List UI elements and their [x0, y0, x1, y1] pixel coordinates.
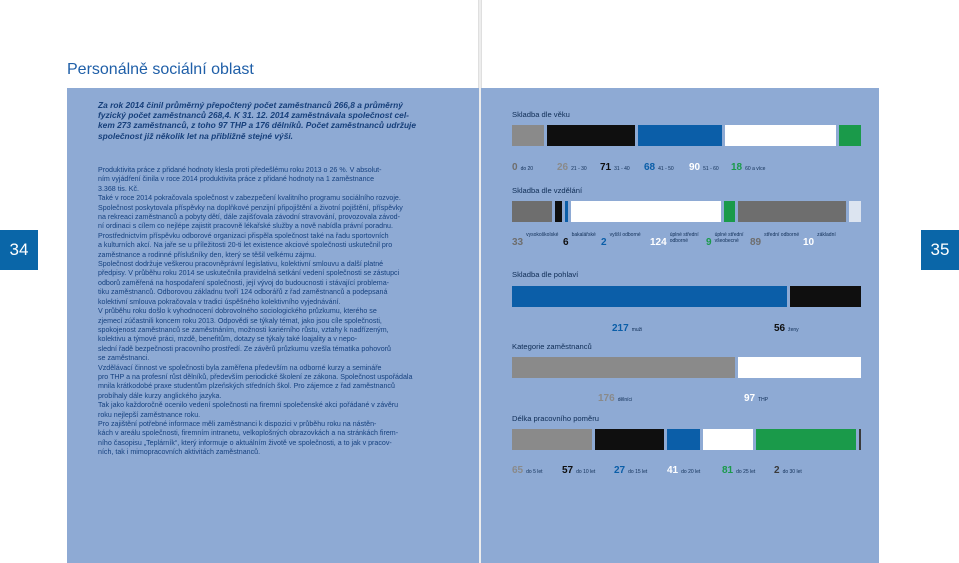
value-pohlavi-0: 217 — [612, 323, 629, 334]
body-line: kolektivní smlouva pokračovala v tradici úspěšného kolektivního vyjednávání. — [98, 297, 341, 306]
page-number-left: 34 — [0, 230, 38, 270]
body-line: předpisy. V průběhu roku 2014 se uskutečnila pravidelná setkání vedení společnosti se zástupci — [98, 269, 400, 278]
caption-vzdelani-6: základní — [817, 232, 836, 238]
value-delka-4: 81 — [722, 465, 734, 476]
value-delka-2: 27 — [614, 465, 626, 476]
body-line: ní ordinaci s cílem co nejlépe zajistit pracovně lékařské služby a nově nabídla právní poradnu. — [98, 222, 393, 231]
label-vek-3 — [644, 157, 674, 175]
value-pohlavi-1: 56 — [774, 323, 786, 334]
caption-vek-2: 31 - 40 — [614, 166, 630, 172]
label-vek-0 — [512, 157, 533, 175]
label-delka-2 — [614, 460, 647, 478]
intro-line: Za rok 2014 činil průměrný přepočtený počet zaměstnanců 266,8 a průměrný — [98, 100, 403, 110]
label-delka-3 — [667, 460, 700, 478]
value-vek-3: 68 — [644, 162, 656, 173]
body-line: tiku zaměstnanců. Odborovou základnu tvoří 124 odborářů z řad zaměstnanců a podepsaná — [98, 288, 388, 297]
value-delka-5: 2 — [774, 465, 780, 476]
value-vzdelani-3: 124 — [650, 237, 667, 248]
body-line: odborů zaměřená na hospodaření společnosti, její vývoj do budoucnosti i stávající problema- — [98, 278, 390, 287]
caption-delka-5: do 30 let — [782, 469, 802, 475]
body-text — [98, 166, 438, 458]
caption-vek-5: 60 a více — [745, 166, 766, 172]
body-line: Společnost dodržuje veškerou pracovněprávní legislativu, kolektivní smlouvu a další platné — [98, 260, 384, 269]
value-vek-4: 90 — [689, 162, 701, 173]
bar-delka-4 — [756, 429, 855, 450]
label-vek-4 — [689, 157, 719, 175]
body-line: mnila krátkodobé praxe studentům plzeňských středních škol. Pro zájemce z řad zaměstnanců — [98, 382, 395, 391]
chart-title-delka: Délka pracovního poměru — [512, 414, 599, 423]
label-vzdelani-2 — [601, 232, 650, 250]
bar-kategorie-1 — [738, 357, 861, 378]
body-line: pro THP a na profesní růst dělníků, především periodické školení ze zákona. Společnost uspořádala — [98, 372, 413, 381]
intro-line: fyzický počet zaměstnanců 268,4. K 31. 12. 2014 zaměstnávala společnost cel- — [98, 110, 409, 121]
chart-title-kategorie: Kategorie zaměstnanců — [512, 342, 592, 351]
label-delka-4 — [722, 460, 755, 478]
value-vek-5: 18 — [731, 162, 743, 173]
intro-paragraph — [98, 100, 438, 141]
body-line: probíhaly dále kurzy anglického jazyka. — [98, 391, 222, 400]
body-line: se zaměstnanci. — [98, 354, 150, 363]
bar-vek-4 — [725, 125, 836, 146]
value-kategorie-1: 97 — [744, 393, 756, 404]
caption-delka-2: do 15 let — [628, 469, 648, 475]
caption-vzdelani-2: vyšší odborné — [609, 232, 641, 238]
body-line: Pro zajištění potřebné informace měli zaměstnanci k dispozici v průběhu roku na nástěn- — [98, 419, 377, 428]
bar-delka-5 — [859, 429, 861, 450]
label-delka-5 — [774, 460, 802, 478]
bar-delka-0 — [512, 429, 592, 450]
label-vek-1 — [557, 157, 587, 175]
label-kategorie-1 — [744, 388, 768, 406]
body-line: Vzdělávací činnost ve společnosti byla zaměřena především na odborné kurzy a semináře — [98, 363, 382, 372]
bar-kategorie-0 — [512, 357, 735, 378]
label-vzdelani-6 — [803, 232, 857, 250]
caption-vzdelani-1: bakalářské — [571, 232, 596, 238]
label-vzdelani-5 — [750, 232, 804, 250]
bar-vzdelani-1 — [555, 201, 562, 222]
chart-title-pohlavi: Skladba dle pohlaví — [512, 270, 579, 279]
caption-vek-0: do 20 — [520, 166, 534, 172]
bar-pohlavi-1 — [790, 286, 861, 307]
label-vek-2 — [600, 157, 630, 175]
caption-kategorie-0: dělníci — [617, 397, 633, 403]
caption-delka-3: do 20 let — [681, 469, 701, 475]
body-line: Produktivita práce z přidané hodnoty klesla proti předešlému roku 2013 o 26 %. V absolut- — [98, 166, 382, 174]
value-delka-0: 65 — [512, 465, 524, 476]
bar-vzdelani-6 — [849, 201, 861, 222]
value-delka-3: 41 — [667, 465, 679, 476]
value-vek-2: 71 — [600, 162, 612, 173]
value-delka-1: 57 — [562, 465, 574, 476]
chart-title-vzdelani: Skladba dle vzdělání — [512, 186, 583, 195]
label-vek-5 — [731, 157, 765, 175]
bar-vek-3 — [638, 125, 722, 146]
caption-vzdelani-4: úplné střední všeobecné — [714, 232, 744, 244]
bar-vzdelani-2 — [565, 201, 567, 222]
bar-delka-1 — [595, 429, 665, 450]
caption-vzdelani-5: střední odborné — [764, 232, 800, 238]
value-vzdelani-0: 33 — [512, 237, 524, 248]
caption-vzdelani-0: vysokoškolské — [526, 232, 559, 238]
label-pohlavi-1 — [774, 318, 799, 336]
page-number-right: 35 — [921, 230, 959, 270]
body-line: kách v areálu společnosti, firemním intranetu, velkoplošných obrazovkách a na stránkách firem- — [98, 429, 399, 438]
bar-vek-1 — [512, 125, 544, 146]
caption-vzdelani-3: úplné střední odborné — [669, 232, 699, 244]
label-vzdelani-3 — [650, 232, 710, 250]
body-line: ního časopisu „Teplárník“, který informuje o aktuálním životě ve společnosti, a to jak v pracov- — [98, 438, 392, 447]
bar-vek-5 — [839, 125, 861, 146]
bar-pohlavi-0 — [512, 286, 787, 307]
value-vzdelani-5: 89 — [750, 237, 762, 248]
value-vzdelani-2: 2 — [601, 237, 607, 248]
bar-delka-2 — [667, 429, 700, 450]
bar-vzdelani-4 — [724, 201, 735, 222]
body-line: ním vyjádření činila v roce 2014 produktivita práce z přidané hodnoty na 1 zaměstnance — [98, 175, 375, 184]
caption-vek-4: 51 - 60 — [703, 166, 719, 172]
body-line: ních, tak i mimopracovních aktivitách zaměstnanců. — [98, 448, 261, 457]
label-vzdelani-0 — [512, 232, 566, 250]
body-line: a kulturních akcí. Na jaře se u příležitosti 20-ti let existence akciové společnosti uskutečnil pro — [98, 241, 393, 250]
body-line: Tak jako každoročně ocenilo vedení společnosti na firemní společenské akci pořádané v závěru — [98, 401, 399, 410]
label-delka-0 — [512, 460, 543, 478]
body-line: na rekreaci zaměstnanců a pobyty dětí, dále zajišťovala závodní stravování, provozovala závod- — [98, 213, 400, 222]
caption-pohlavi-0: muži — [631, 327, 643, 333]
bar-vzdelani-5 — [738, 201, 846, 222]
label-pohlavi-0 — [612, 318, 642, 336]
right-blue-panel — [481, 88, 879, 563]
value-vzdelani-4: 9 — [706, 237, 712, 248]
body-line: kolektivu a týmové práci, mzdě, benefitům, dotazy se týkaly také loajality a v nepo- — [98, 335, 358, 344]
label-kategorie-0 — [598, 388, 632, 406]
value-vek-0: 0 — [512, 162, 518, 173]
label-vzdelani-4 — [706, 232, 755, 250]
caption-vek-3: 41 - 50 — [658, 166, 674, 172]
caption-delka-4: do 25 let — [736, 469, 756, 475]
body-line: 3.368 tis. Kč. — [98, 184, 140, 193]
value-vzdelani-6: 10 — [803, 237, 815, 248]
body-line: spokojenost zaměstnanců se zaměstnáním, možnosti kariérního růstu, vztahy k nadřízeným, — [98, 325, 389, 334]
caption-pohlavi-1: ženy — [788, 327, 799, 333]
bar-delka-3 — [703, 429, 753, 450]
bar-vzdelani-0 — [512, 201, 552, 222]
value-vzdelani-1: 6 — [563, 237, 569, 248]
bar-vek-2 — [547, 125, 635, 146]
body-line: roku nejlepší zaměstnance roku. — [98, 410, 201, 419]
caption-vek-1: 21 - 30 — [571, 166, 587, 172]
bar-vzdelani-3 — [571, 201, 721, 222]
caption-delka-1: do 10 let — [576, 469, 596, 475]
body-line: slední řadě bezpečnosti pracovního prostředí. Ze závěrů průzkumu vzešla tématika pohovorů — [98, 344, 391, 353]
caption-delka-0: do 5 let — [526, 469, 543, 475]
body-line: Společnost poskytovala příspěvky na doplňkové penzijní připojištění a životní pojištění, příspěvky — [98, 203, 403, 212]
caption-kategorie-1: THP — [758, 397, 769, 403]
value-vek-1: 26 — [557, 162, 569, 173]
body-line: Také v roce 2014 pokračovala společnost v zabezpečení kvalitního programu sociálního rozvoje. — [98, 194, 401, 203]
page-title: Personálně sociální oblast — [67, 61, 254, 78]
body-line: zaměstnance a rodinné příslušníky den, který se těšil velkému zájmu. — [98, 250, 317, 259]
intro-line: kem 273 zaměstnanců, z toho 97 THP a 176 dělníků. Počet zaměstnanců udržuje — [98, 120, 417, 131]
chart-title-vek: Skladba dle věku — [512, 110, 570, 119]
intro-line: společnost již několik let na přibližně stejné výši. — [98, 130, 294, 141]
value-kategorie-0: 176 — [598, 393, 615, 404]
body-line: V průběhu roku došlo k vyhodnocení dobrovolného sociologického průzkumu, kterého se — [98, 307, 377, 316]
body-line: Prostřednictvím příspěvku odborové organizaci přispěla společnost také na řadu sportovních — [98, 231, 389, 240]
body-line: zjemecí zúčastnili koncem roku 2013. Odpovědi se týkaly témat, jako jsou cíle společnosti, — [98, 316, 382, 325]
label-delka-1 — [562, 460, 595, 478]
